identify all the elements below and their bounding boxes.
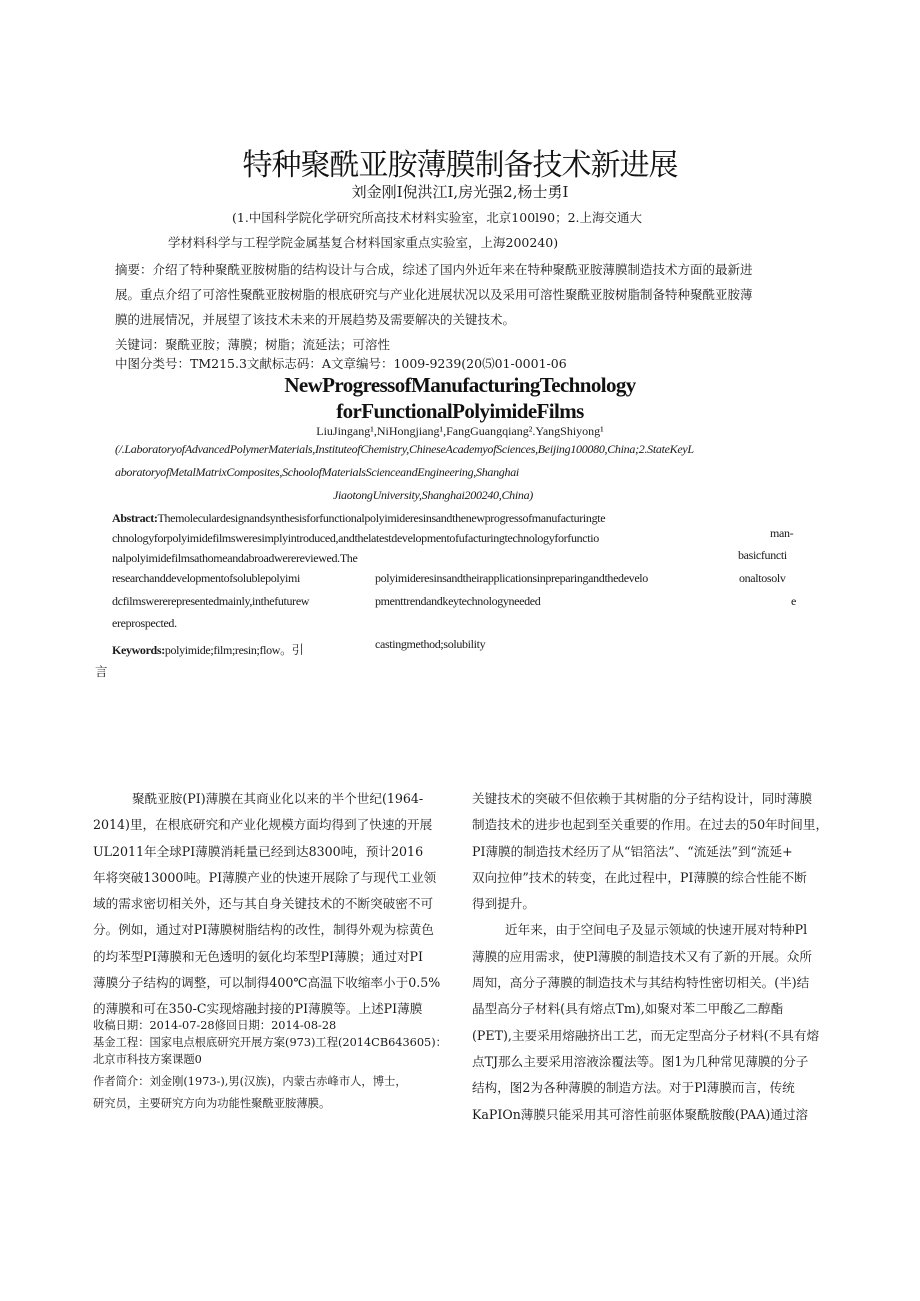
body-right-column — [472, 786, 842, 1128]
body-right-line: (PET),主要采用熔融挤出工艺，而无定型高分子材料(不具有熔 — [472, 1027, 820, 1043]
body-right-line: 薄膜的应用需求，使Pl薄膜的制造技术又有了新的开展。众所 — [472, 948, 812, 964]
body-left-line: 的均苯型PI薄膜和无色透明的氨化均苯型PI薄膜；通过对PI — [93, 948, 424, 964]
body-left-line: 年将突破13000吨。PI薄膜产业的快速开展除了与现代工业领 — [93, 869, 437, 885]
body-right-line: 关键技术的突破不但依赖于其树脂的分子结构设计，同时薄膜 — [472, 791, 813, 806]
abstract-en-right-2: basicfuncti — [738, 548, 787, 562]
authors-en: LiuJingang¹,NiHongjiang¹,FangGuangqiang².YangShiyong¹ — [316, 424, 604, 438]
affiliation-en-line-2: aboratoryofMetalMatrixComposites,SchoolofMaterialsScienceandEngineering,Shanghai — [115, 465, 519, 479]
body-right-line: 点TJ那么主要采用溶液涂覆法等。图1为几种常见薄膜的分子 — [472, 1053, 809, 1069]
abstract-cn-line-3: 膜的进展情况，并展望了该技术未来的开展趋势及需要解决的关键技术。 — [115, 312, 516, 327]
body-left-line: 2014)里，在根底研究和产业化规模方面均得到了快速的开展 — [93, 817, 433, 833]
abstract-en-right-4: e — [791, 594, 796, 608]
body-right-line: 得到提升。 — [472, 896, 535, 912]
footnote-fund-2: 北京市科技方案课题0 — [93, 1053, 202, 1066]
abstract-en-left-1: researchanddevelopmentofsolublepolyimi — [112, 571, 300, 585]
abstract-en-right-1: man- — [770, 526, 794, 540]
abstract-cn-label: 摘要： — [115, 262, 153, 277]
keywords-cn: 关键词：聚酰亚胺；薄膜；树脂；流延法；可溶性 — [115, 337, 391, 352]
authors-cn: 刘金刚I倪洪江I,房光强2,杨士勇I — [351, 183, 569, 201]
affiliation-cn-line-1: (1.中国科学院化学研究所高技术材料实验室，北京100l90；2.上海交通大 — [232, 210, 642, 225]
keywords-en-mid: castingmethod;solubility — [375, 637, 486, 651]
abstract-en-line-3: nalpolyimidefilmsathomeandabroadwerereviewed.The — [112, 551, 358, 565]
abstract-cn-line-1: 摘要：介绍了特种聚酰亚胺树脂的结构设计与合成，综述了国内外近年来在特种聚酰亚胺薄膜制造技术方面的最新进 — [115, 262, 753, 277]
title-cn: 特种聚酰亚胺薄膜制备技术新进展 — [242, 148, 678, 183]
body-left-line: UL2011年全球PI薄膜消耗量已经到达8300吨，预计2016 — [93, 843, 424, 859]
footnote-author-1: 作者简介：刘金刚(1973-),男(汉族)，内蒙古赤峰市人，博士， — [93, 1075, 407, 1088]
title-en-line-2: forFunctionalPolyimideFilms — [336, 399, 584, 423]
affiliation-cn-line-2: 学材料科学与工程学院金属基复合材料国家重点实验室，上海200240) — [168, 235, 559, 250]
body-left-line: 聚酰亚胺(PI)薄膜在其商业化以来的半个世纪(1964- — [132, 791, 424, 806]
keywords-en-label: Keywords: — [112, 643, 165, 657]
intro-heading-tail: 言 — [95, 664, 108, 679]
body-left-line: 分。例如，通过对PI薄膜树脂结构的改性，制得外观为棕黄色 — [93, 922, 434, 938]
abstract-en-left-2: dcfilmswererepresentedmainly,inthefuturew — [112, 594, 310, 608]
body-left-line: 域的需求密切相关外，还与其自身关键技术的不断突破密不可 — [93, 896, 434, 912]
body-right-line: KaPIOn薄膜只能采用其可溶性前驱体聚酰胺酸(PAA)通过溶 — [472, 1106, 809, 1122]
footnote-author-2: 研究员，主要研究方向为功能性聚酰亚胺薄膜。 — [93, 1097, 331, 1110]
affiliation-en-line-1: (/.LaboratoryofAdvancedPolymerMaterials,InstituteofChemistry,ChineseAcademyofSciences,Beijing100080,China;2.StateKeyL — [115, 442, 694, 456]
affiliation-en-line-3: JiaotongUniversity,Shanghai200240,China) — [333, 488, 533, 502]
abstract-en-label: Abstract: — [112, 511, 158, 525]
body-right-line: 制造技术的进步也起到至关重要的作用。在过去的50年时间里， — [472, 817, 829, 833]
title-en-line-1: NewProgressofManufacturingTechnology — [284, 373, 636, 397]
abstract-en-right-3: onaltosolv — [739, 571, 786, 585]
body-left-line: 薄膜分子结构的调整，可以制得400℃高温下收缩率小于0.5% — [93, 975, 441, 991]
body-right-line: 双向拉伸”技术的转变，在此过程中，PI薄膜的综合性能不断 — [472, 869, 807, 885]
abstract-en-mid-1: polyimideresinsandtheirapplicationsinpreparingandthedevelo — [375, 571, 648, 585]
footnote-fund-1: 基金工程：国家电点根底研究开展方案(973)工程(2014CB643605)： — [93, 1036, 447, 1049]
abstract-cn-line-2: 展。重点介绍了可溶性聚酰亚胺树脂的根底研究与产业化进展状况以及采用可溶性聚酰亚胺树脂制备特种聚酰亚胺薄 — [115, 287, 753, 302]
abstract-en-left-3: ereprospected. — [112, 616, 177, 630]
abstract-en-line-1: Abstract:Themoleculardesignandsynthesisforfunctionalpolyimideresinsandthenewprogressofmanufacturingte — [112, 511, 606, 525]
body-right-line: 近年来，由于空间电子及显示领域的快速开展对特种Pl — [505, 922, 808, 938]
body-right-line: 周知，高分子薄膜的制造技术与其结构特性密切相关。(半)结 — [472, 975, 810, 991]
abstract-en-mid-2: pmenttrendandkeytechnologyneeded — [375, 594, 541, 608]
body-right-line: 结构，图2为各种薄膜的制造方法。对于Pl薄膜而言，传统 — [472, 1080, 795, 1096]
keywords-en: Keywords:polyimide;film;resin;flow。引 — [112, 643, 304, 657]
body-right-line: 晶型高分子材料(具有熔点Tm),如聚对苯二甲酸乙二醇酯 — [472, 1001, 784, 1017]
body-left-column — [93, 786, 450, 1023]
footnote-received: 收稿日期：2014-07-28修回日期：2014-08-28 — [93, 1019, 337, 1032]
body-left-line: 的薄膜和可在350-C实现熔融封接的PI薄膜等。上述PI薄膜 — [93, 1001, 423, 1017]
abstract-en-line-2: chnologyforpolyimidefilmsweresimplyintroduced,andthelatestdevelopmentofufacturingtechnologyforfunctio — [112, 531, 599, 545]
classification: 中图分类号：TM215.3文献标志码：A文章编号：1009-9239(20⑸01-0001-06 — [115, 356, 567, 371]
body-right-line: PI薄膜的制造技术经历了从“铝箔法”、“流延法”到“流延+ — [472, 843, 793, 859]
